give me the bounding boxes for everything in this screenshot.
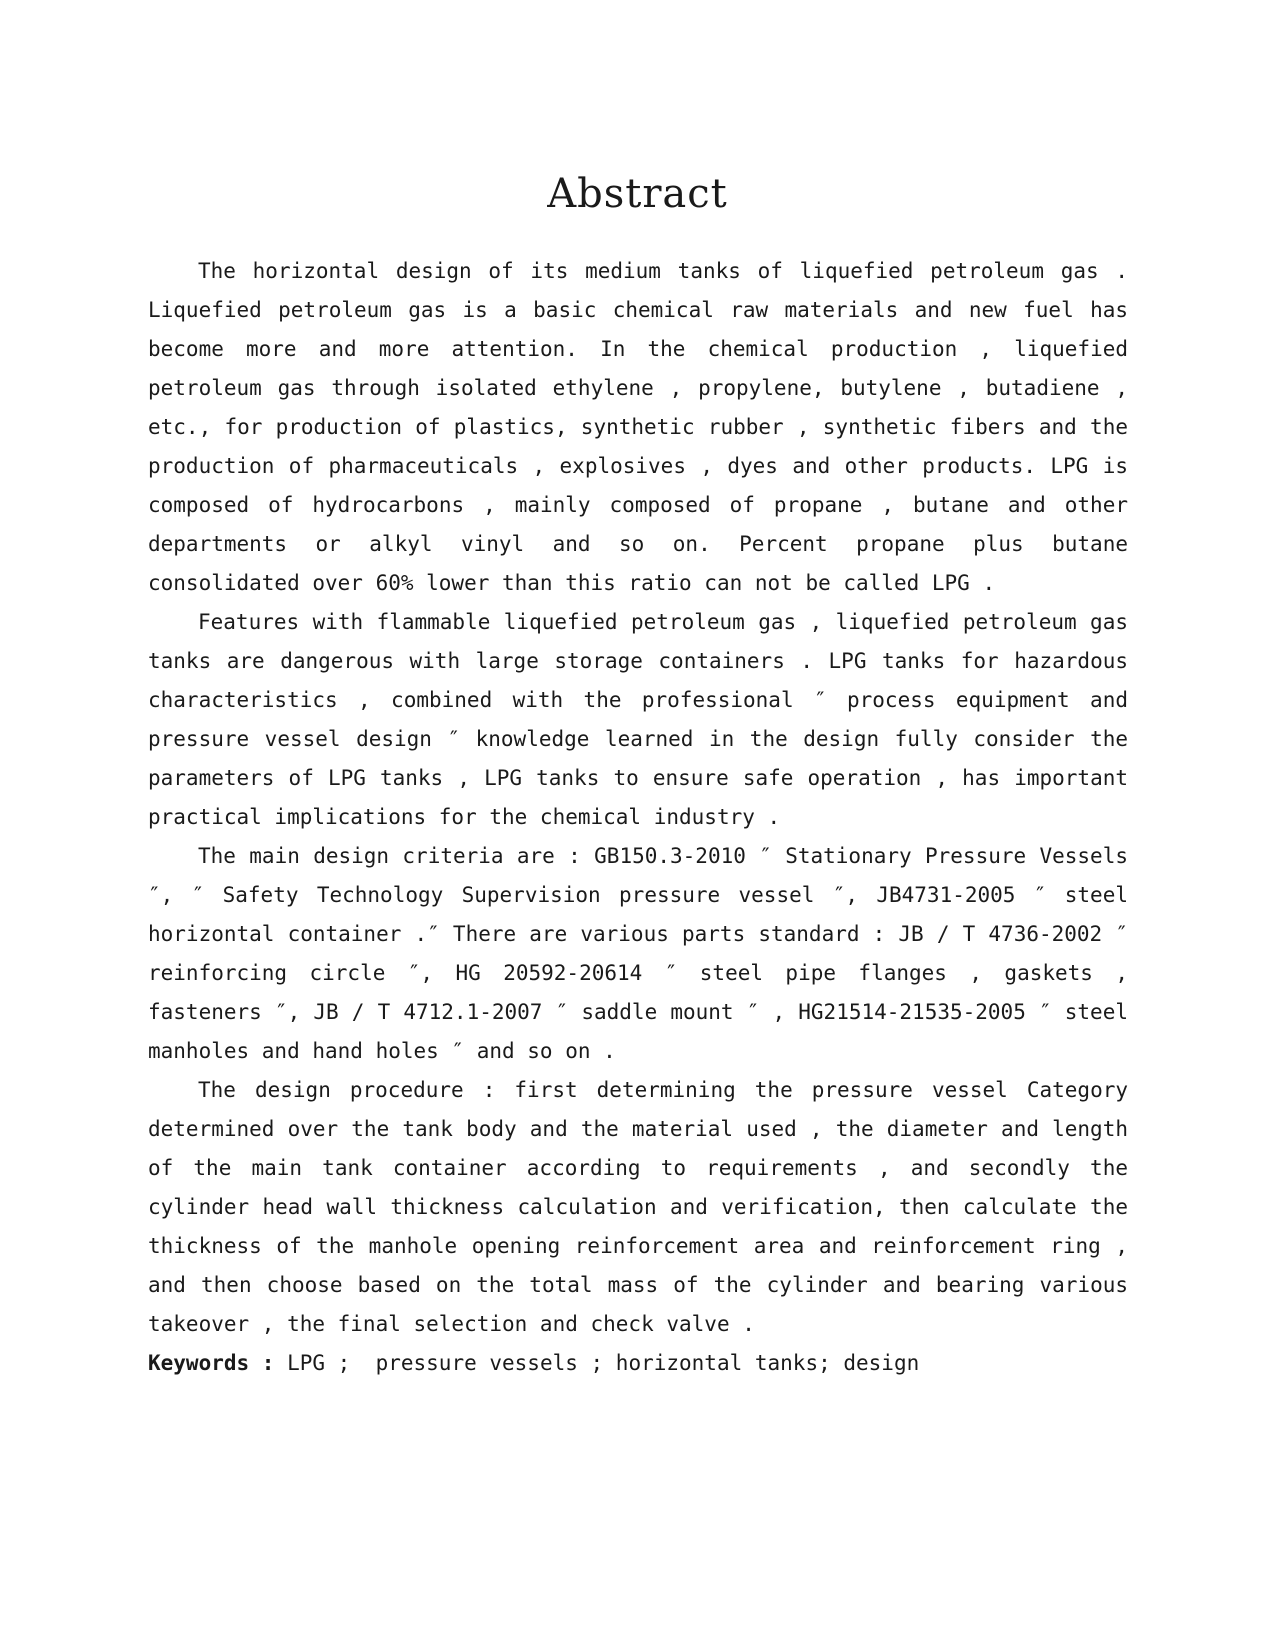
abstract-title: Abstract [547,171,728,217]
abstract-paragraph-1: The horizontal design of its medium tanks of liquefied petroleum gas . Liquefied petroleum gas is a basic chemical raw materials and new fuel has become more and more attention. In the chemical production , liquefied petroleum gas through isolated ethylene , propylene, butylene , butadiene , etc., for production of plastics, synthetic rubber , synthetic fibers and the production of pharmaceuticals , explosives , dyes and other products. LPG is composed of hydrocarbons , mainly composed of propane , butane and other departments or alkyl vinyl and so on. Percent propane plus butane consolidated over 60% lower than this ratio can not be called LPG . [148,259,1128,595]
abstract-paragraph-4: The design procedure : first determining the pressure vessel Category determined over the tank body and the material used , the diameter and length of the main tank container according to requirements , and secondly the cylinder head wall thickness calculation and verification, then calculate the thickness of the manhole opening reinforcement area and reinforcement ring , and then choose based on the total mass of the cylinder and bearing various takeover , the final selection and check valve . [148,1078,1128,1336]
abstract-paragraph-2: Features with flammable liquefied petroleum gas , liquefied petroleum gas tanks are dangerous with large storage containers . LPG tanks for hazardous characteristics , combined with the professional ″ process equipment and pressure vessel design ″ knowledge learned in the design fully consider the parameters of LPG tanks , LPG tanks to ensure safe operation , has important practical implications for the chemical industry . [148,610,1128,829]
abstract-paragraph-3: The main design criteria are : GB150.3-2010 ″ Stationary Pressure Vessels ″, ″ Safety Technology Supervision pressure vessel ″, JB4731-2005 ″ steel horizontal container .″ There are various parts standard : JB / T 4736-2002 ″ reinforcing circle ″, HG 20592-20614 ″ steel pipe flanges , gaskets , fasteners ″, JB / T 4712.1-2007 ″ saddle mount ″ , HG21514-21535-2005 ″ steel manholes and hand holes ″ and so on . [148,844,1128,1063]
keywords-text: LPG ; pressure vessels ; horizontal tanks; design [274,1351,920,1375]
keywords-label: Keywords : [148,1351,275,1375]
keywords-line [148,1344,1128,1383]
abstract-body [148,252,1128,1383]
